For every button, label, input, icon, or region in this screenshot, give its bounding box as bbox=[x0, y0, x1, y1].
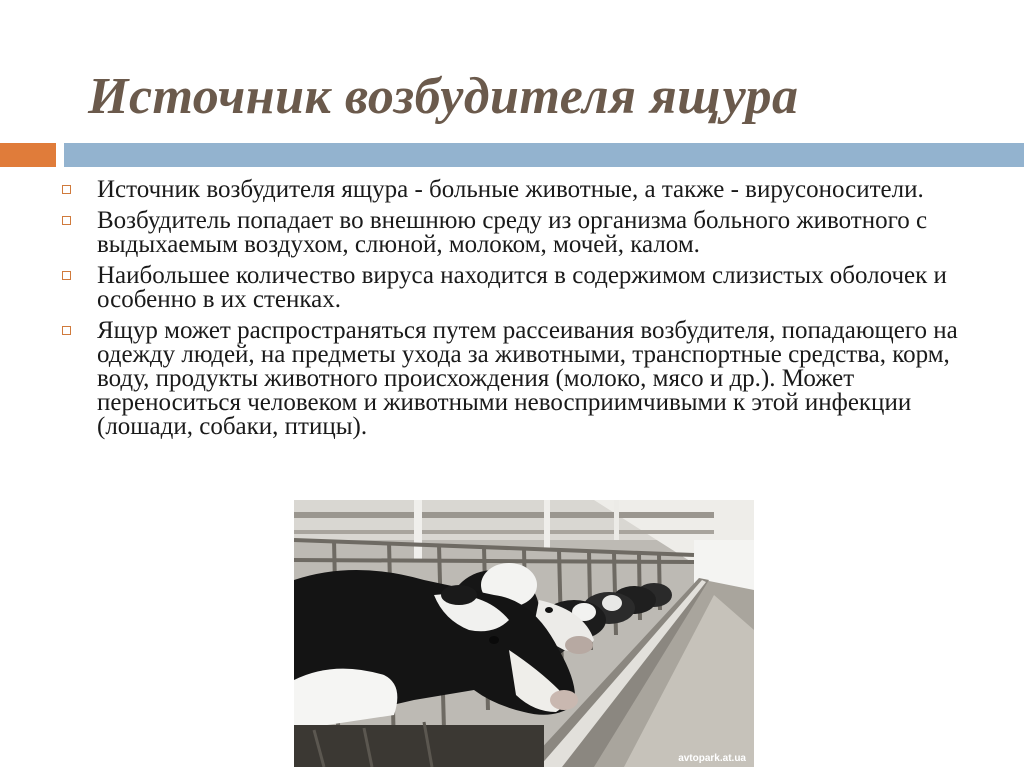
bullet-text: Ящур может распространяться путем рассеивания возбудителя, попадающего на одежду людей, на предметы ухода за животными, транспортные средства, корм, воду, продукты животного происхождения (молоко, мясо и др.). Может переноситься человеком и животными невосприимчивыми к этой инфекции (лошади, собаки, птицы). bbox=[97, 317, 958, 440]
bullet-text: Источник возбудителя ящура - больные животные, а также - вирусоносители. bbox=[97, 176, 924, 203]
square-bullet-icon bbox=[62, 185, 71, 194]
bullet-text: Наибольшее количество вируса находится в содержимом слизистых оболочек и особенно в их стенках. bbox=[97, 262, 947, 313]
photo-watermark: avtopark.at.ua bbox=[678, 753, 746, 764]
bullet-list bbox=[62, 178, 1002, 446]
accent-bar-orange bbox=[0, 143, 56, 167]
cowshed-illustration bbox=[294, 500, 754, 767]
bullet-item bbox=[62, 209, 1002, 257]
bullet-text: Возбудитель попадает во внешнюю среду из организма больного животного с выдыхаемым воздухом, слюной, молоком, мочей, калом. bbox=[97, 207, 928, 258]
slide-title: Источник возбудителя ящура bbox=[88, 68, 799, 125]
square-bullet-icon bbox=[62, 216, 71, 225]
square-bullet-icon bbox=[62, 326, 71, 335]
bullet-item bbox=[62, 264, 1002, 312]
cowshed-photo bbox=[294, 500, 754, 767]
bullet-item bbox=[62, 178, 1002, 202]
bullet-item bbox=[62, 319, 1002, 439]
square-bullet-icon bbox=[62, 271, 71, 280]
accent-bar-blue bbox=[64, 143, 1024, 167]
